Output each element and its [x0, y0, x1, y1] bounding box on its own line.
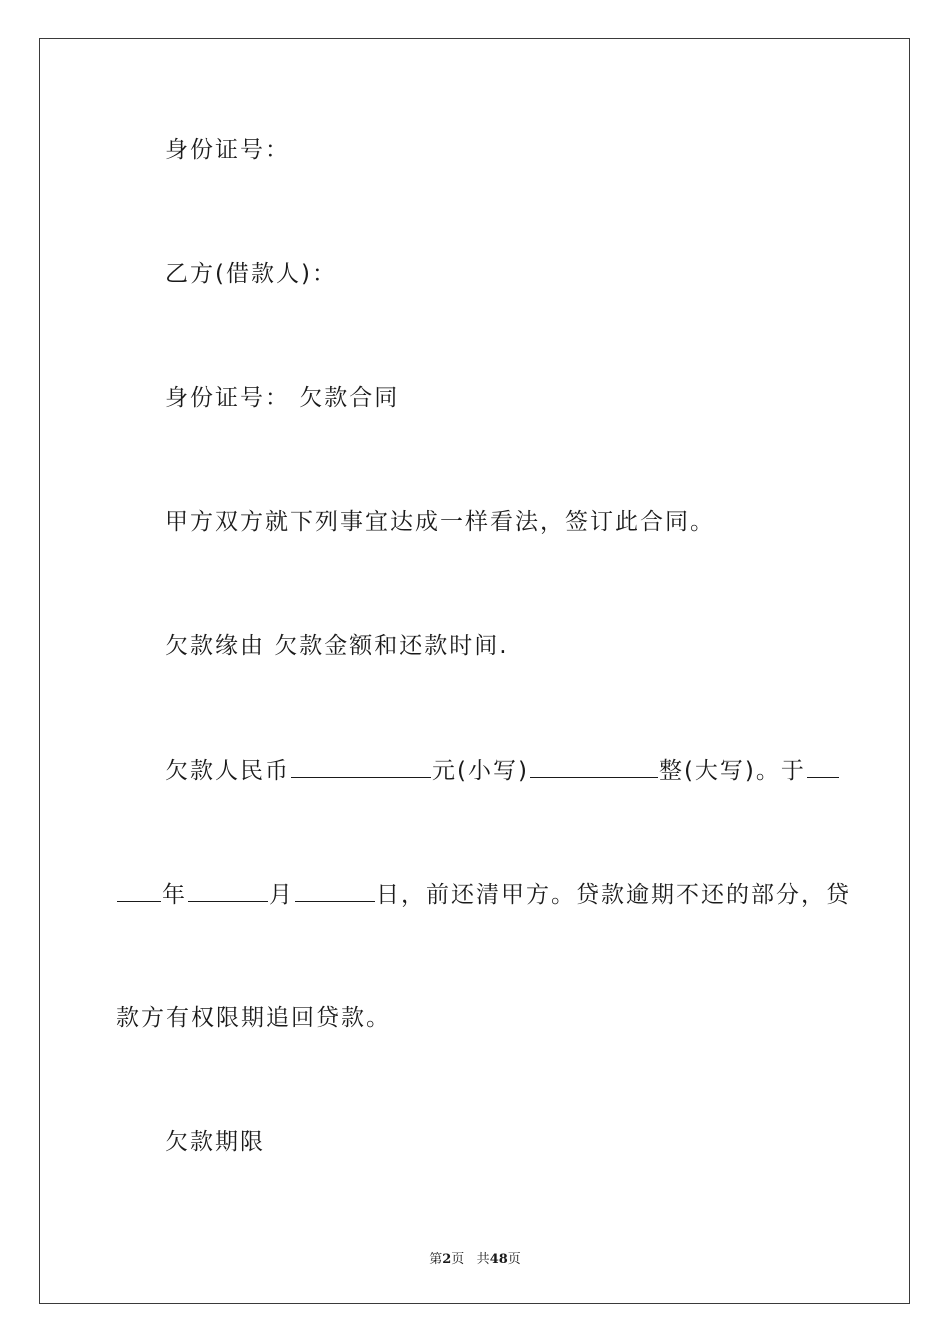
month-blank[interactable] [188, 879, 268, 902]
year-blank-end[interactable] [117, 879, 161, 902]
amount-small-label: 元(小写) [432, 758, 529, 784]
amount-prefix: 欠款人民币 [165, 758, 290, 784]
continued-line: 款方有权限期追回贷款。 [116, 1005, 391, 1031]
date-line [116, 879, 851, 910]
amount-line [165, 755, 840, 786]
footer-total-prefix: 共 [476, 1252, 490, 1267]
amount-large-blank[interactable] [530, 755, 658, 778]
id-number-label-1: 身份证号： [165, 137, 290, 163]
party-b-label: 乙方(借款人)： [165, 261, 337, 287]
footer-prefix: 第 [429, 1252, 443, 1267]
section-heading-loan-term: 欠款期限 [165, 1129, 265, 1155]
page-footer [0, 1248, 950, 1267]
page-frame [39, 38, 910, 1304]
footer-total-suffix: 页 [507, 1252, 521, 1267]
day-blank[interactable] [295, 879, 375, 902]
year-blank-start[interactable] [807, 755, 839, 778]
loan-reason-line: 欠款缘由 欠款金额和还款时间. [165, 633, 509, 659]
footer-page-suffix: 页 [451, 1252, 465, 1267]
total-pages-number: 48 [489, 1252, 508, 1267]
amount-small-blank[interactable] [291, 755, 431, 778]
amount-large-label: 整(大写)。于 [658, 758, 806, 784]
id-number-label-2: 身份证号： 欠款合同 [165, 385, 400, 411]
agreement-statement: 甲方双方就下列事宜达成一样看法，签订此合同。 [165, 509, 715, 535]
month-label: 月 [269, 882, 294, 908]
year-label: 年 [162, 882, 187, 908]
repayment-text: 日，前还清甲方。贷款逾期不还的部分，贷 [376, 882, 851, 908]
current-page-number: 2 [442, 1252, 452, 1267]
